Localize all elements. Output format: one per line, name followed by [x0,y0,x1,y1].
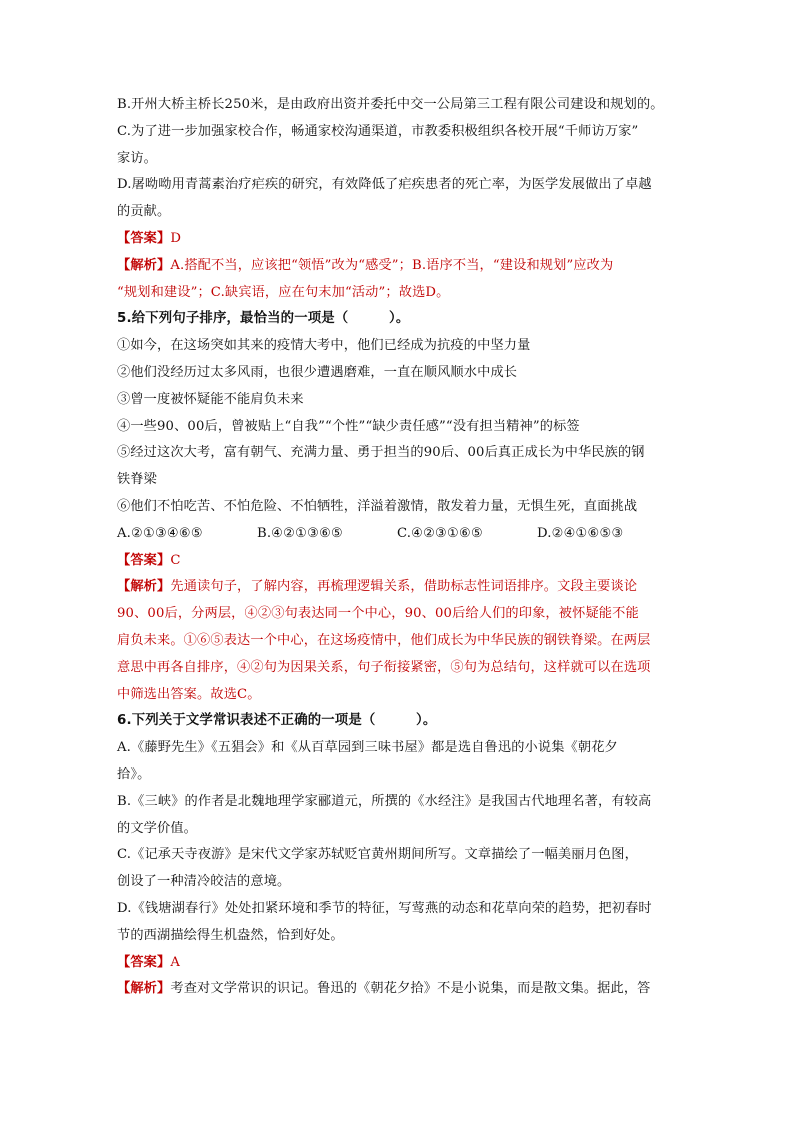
q5-sentence-1: ①如今，在这场突如其来的疫情大考中，他们已经成为抗疫的中坚力量 [117,338,531,354]
q4-option-d-line1: D.屠呦呦用青蒿素治疗疟疾的研究，有效降低了疟疾患者的死亡率，为医学发展做出了卓越 [117,177,652,193]
q4-option-b: B.开州大桥主桥长250米，是由政府出资并委托中交一公局第三工程有限公司建设和规划的。 [117,97,664,112]
answer-value: C [170,552,181,568]
analysis-text: A.搭配不当，应该把“领悟”改为“感受”；B.语序不当，“建设和规划”应改为 [170,257,614,273]
q5-option-b: B.④②①③⑥⑤ [257,525,344,541]
analysis-text: 考查对文学常识的识记。鲁迅的《朝花夕拾》不是小说集，而是散文集。据此，答 [170,981,651,997]
q6-option-a-line2: 拾》。 [117,766,151,782]
q6-option-d-line2: 节的西湖描绘得生机盎然，恰到好处。 [117,927,344,943]
answer-tag: 【答案】 [117,230,171,246]
q5-option-c: C.④②③①⑥⑤ [397,525,483,541]
q5-analysis-line4: 意思中再各自排序，④②句为因果关系，句子衔接紧密，⑤句为总结句，这样就可以在选项 [117,659,651,675]
q4-option-d-line2: 的贡献。 [117,204,171,220]
q5-analysis-line3: 肩负未来。①⑥⑤表达一个中心，在这场疫情中，他们成长为中华民族的钢铁脊梁。在两层 [117,632,651,648]
q5-sentence-3: ③曾一度被怀疑能不能肩负未来 [117,391,304,407]
q6-answer [117,950,679,977]
analysis-tag: 【解析】 [117,579,171,595]
analysis-tag: 【解析】 [117,981,171,997]
q4-option-c-line1: C.为了进一步加强家校合作，畅通家校沟通渠道，市教委积极组织各校开展“千师访万家” [117,123,639,139]
document-page [117,92,679,1003]
q6-option-b-line1: B.《三峡》的作者是北魏地理学家郦道元，所撰的《水经注》是我国古代地理名著，有较高 [117,793,652,809]
q6-option-d-line1: D.《钱塘湖春行》处处扣紧环境和季节的特征，写莺燕的动态和花草向荣的趋势，把初春时 [117,900,652,916]
q5-option-a: A.②①③④⑥⑤ [117,525,203,541]
q4-analysis-line1 [117,253,679,280]
answer-tag: 【答案】 [117,954,171,970]
q5-sentence-6: ⑥他们不怕吃苦、不怕危险、不怕牺牲，洋溢着激情，散发着力量，无惧生死，直面挑战 [117,498,638,514]
q6-option-a-line1: A.《藤野先生》《五猖会》和《从百草园到三味书屋》都是选自鲁迅的小说集《朝花夕 [117,740,618,756]
q6-stem: 6.下列关于文学常识表述不正确的一项是（ ）。 [117,713,437,729]
q5-answer [117,548,679,575]
answer-value: A [170,954,181,970]
q5-analysis-line2: 90、00后，分两层，④②③句表达同一个中心，90、00后给人们的印象，被怀疑能不能 [117,606,639,622]
q5-sentence-5-line1: ⑤经过这次大考，富有朝气、充满力量、勇于担当的90后、00后真正成长为中华民族的钢 [117,445,645,461]
q5-sentence-5-line2: 铁脊梁 [117,472,158,488]
q5-stem: 5.给下列句子排序，最恰当的一项是（ ）。 [117,311,410,327]
q5-options [117,521,679,548]
answer-tag: 【答案】 [117,552,171,568]
q5-sentence-4: ④一些90、00后，曾被贴上“自我”“个性”“缺少责任感”“没有担当精神”的标签 [117,418,580,434]
q6-analysis-line1 [117,976,679,1003]
q5-option-d: D.②④①⑥⑤③ [537,525,624,541]
q5-analysis-line1 [117,574,679,601]
q5-sentence-2: ②他们没经历过太多风雨，也很少遭遇磨难，一直在顺风顺水中成长 [117,364,518,380]
q6-option-b-line2: 的文学价值。 [117,820,198,836]
q4-option-c-line2: 家访。 [117,150,158,166]
q6-option-c-line1: C.《记承天寺夜游》是宋代文学家苏轼贬官黄州期间所写。文章描绘了一幅美丽月色图， [117,847,638,863]
analysis-tag: 【解析】 [117,257,171,273]
q6-option-c-line2: 创设了一种清冷皎洁的意境。 [117,874,291,890]
q4-answer [117,226,679,253]
analysis-text: 先通读句子，了解内容，再梳理逻辑关系，借助标志性词语排序。文段主要谈论 [170,579,638,595]
q4-analysis-line2: “规划和建设”；C.缺宾语，应在句末加“活动”；故选D。 [117,284,450,300]
q5-analysis-line5: 中筛选出答案。故选C。 [117,686,261,702]
answer-value: D [170,230,182,246]
